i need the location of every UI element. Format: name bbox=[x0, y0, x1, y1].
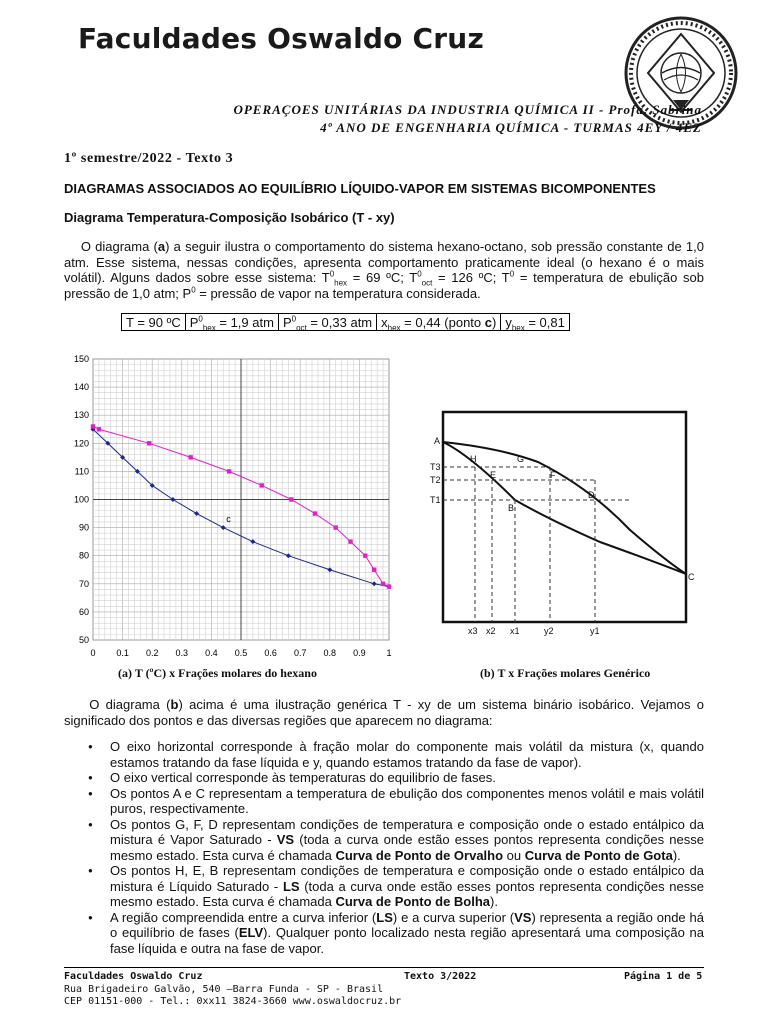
footer-page-number: Página 1 de 5 bbox=[624, 971, 703, 982]
y-tick-label: 50 bbox=[78, 635, 89, 645]
y-tick-label: 110 bbox=[74, 466, 89, 477]
x-axis-label: x1 bbox=[510, 626, 520, 636]
x-tick-label: 1 bbox=[386, 648, 392, 658]
dew-point-curve bbox=[443, 442, 686, 574]
y-tick-label: 60 bbox=[78, 606, 89, 617]
data-point bbox=[313, 511, 317, 515]
x-axis-label: x3 bbox=[468, 626, 478, 636]
data-point bbox=[334, 525, 338, 529]
table-cell: $P^0_{oct} = 0,33$ atm bbox=[278, 314, 376, 331]
table-cell: $y_{hex} = 0,81$ bbox=[501, 314, 570, 331]
footer-text-ref: Texto 3/2022 bbox=[404, 971, 477, 982]
y-axis-label: T2 bbox=[430, 475, 441, 485]
course-title-line: OPERAÇOES UNITÁRIAS DA INDUSTRIA QUÍMICA II - Profa. Sabrina bbox=[233, 102, 702, 117]
semester-label: 1º semestre/2022 - Texto 3 bbox=[64, 151, 234, 166]
point-label: B bbox=[508, 503, 515, 513]
x-axis-label: x2 bbox=[486, 626, 496, 636]
list-item: ● O eixo vertical corresponde às temperaturas do equilibrio de fases. bbox=[88, 770, 704, 786]
generic-txy-diagram bbox=[420, 410, 710, 640]
y-tick-label: 140 bbox=[73, 382, 89, 393]
footer-institution: Faculdades Oswaldo Cruz bbox=[64, 971, 203, 982]
x-tick-label: 0.2 bbox=[145, 648, 159, 658]
x-tick-label: 0.6 bbox=[264, 648, 277, 658]
diagram-explanation-list bbox=[88, 739, 704, 956]
x-tick-label: 0.5 bbox=[234, 648, 248, 658]
course-class-line: 4º ANO DE ENGENHARIA QUÍMICA - TURMAS 4EY / 4EZ bbox=[320, 120, 702, 135]
hexane-octane-txy-chart bbox=[60, 350, 400, 665]
table-cell: T = 90 ºC bbox=[122, 314, 186, 331]
footer-contact: CEP 01151-000 - Tel.: 0xx11 3824-3660 www.oswaldocruz.br bbox=[64, 996, 402, 1007]
y-tick-label: 120 bbox=[73, 438, 89, 449]
list-item: ● Os pontos A e C representam a temperatura de ebulição dos componentes menos volátil e mais volátil puros, respectivamente. bbox=[88, 786, 704, 817]
data-point bbox=[91, 424, 95, 428]
x-axis-label: y1 bbox=[590, 626, 600, 636]
y-tick-label: 80 bbox=[78, 550, 89, 561]
point-label: D bbox=[588, 490, 595, 500]
chart-a-caption: (a) T (ºC) x Frações molares do hexano bbox=[118, 666, 317, 680]
table-row bbox=[122, 314, 570, 331]
document-title: DIAGRAMAS ASSOCIADOS AO EQUILÍBRIO LÍQUIDO-VAPOR EM SISTEMAS BICOMPONENTES bbox=[64, 181, 656, 196]
data-point bbox=[147, 441, 151, 445]
section-title: Diagrama Temperatura-Composição Isobárico (T - xy) bbox=[64, 210, 395, 225]
bubble-point-curve bbox=[443, 442, 686, 574]
system-data-table bbox=[121, 313, 570, 331]
point-label: E bbox=[490, 470, 497, 480]
y-tick-label: 70 bbox=[78, 578, 89, 589]
point-label: A bbox=[434, 436, 441, 446]
x-tick-label: 0.1 bbox=[116, 648, 129, 658]
plot-frame bbox=[443, 412, 686, 622]
x-tick-label: 0.9 bbox=[353, 648, 366, 658]
data-point bbox=[381, 582, 385, 586]
data-point bbox=[260, 483, 264, 487]
data-point bbox=[363, 554, 367, 558]
footer-divider bbox=[64, 967, 704, 968]
point-label: G bbox=[517, 454, 525, 464]
list-item: ● A região compreendida entre a curva inferior (LS) e a curva superior (VS) representa a região onde há o equilíbrio de fases (ELV). Qualquer ponto localizado nesta região apresentará uma composição na fase líquida e outra na fase de vapor. bbox=[88, 910, 704, 957]
x-tick-label: 0 bbox=[90, 648, 96, 658]
footer-address: Rua Brigadeiro Galvão, 540 –Barra Funda - SP - Brasil bbox=[64, 984, 384, 995]
x-tick-label: 0.8 bbox=[323, 648, 337, 658]
y-tick-label: 150 bbox=[73, 354, 89, 364]
data-point bbox=[348, 539, 352, 543]
x-axis-label: y2 bbox=[544, 626, 554, 636]
y-tick-label: 90 bbox=[78, 522, 89, 533]
x-tick-label: 0.4 bbox=[205, 648, 218, 658]
x-tick-label: 0.7 bbox=[293, 648, 307, 658]
x-tick-label: 0.3 bbox=[175, 648, 189, 658]
data-point bbox=[372, 568, 376, 572]
data-point bbox=[188, 455, 192, 459]
table-cell: $x_{hex} = 0,44$ (ponto c) bbox=[377, 314, 501, 331]
point-label: C bbox=[688, 572, 695, 582]
intro-paragraph: O diagrama (a) a seguir ilustra o comportamento do sistema hexano-octano, sob pressão constante de 1,0 atm. Esse sistema, nessas condições, apresenta comportamento praticamente ideal (o hexano é o mais volátil). Alguns dados sobre esse sistema: $T^0_{hex} = 69$ ºC; $T^0_{oct} = 126$ ºC; $T^0$ = temperatura de ebulição sob pressão de 1,0 atm; $P^0$ = pressão de vapor na temperatura considerada. bbox=[64, 239, 705, 301]
chart-b-caption: (b) T x Frações molares Genérico bbox=[480, 666, 651, 680]
point-label: H bbox=[470, 454, 477, 464]
y-tick-label: 130 bbox=[73, 410, 89, 421]
list-item: ● Os pontos G, F, D representam condições de temperatura e composição onde o estado entálpico da mistura é Vapor Saturado - VS (toda a curva onde estão esses pontos representa condições nesse mesmo estado. Esta curva é chamada Curva de Ponto de Orvalho ou Curva de Ponto de Gota). bbox=[88, 817, 704, 864]
data-point bbox=[227, 469, 231, 473]
list-item: ● Os pontos H, E, B representam condições de temperatura e composição onde o estado entálpico da mistura é Líquido Saturado - LS (toda a curva onde estão esses pontos representa condições nesse mesmo estado. Esta curva é chamada Curva de Ponto de Bolha). bbox=[88, 863, 704, 910]
data-point bbox=[387, 584, 391, 588]
data-point bbox=[97, 427, 101, 431]
list-item: ● O eixo horizontal corresponde à fração molar do componente mais volátil da mistura (x, quando estamos tratando da fase líquida e y, quando estamos tratando da fase de vapor). bbox=[88, 739, 704, 770]
y-axis-label: T3 bbox=[430, 462, 441, 472]
institution-logo-text: Faculdades Oswaldo Cruz bbox=[78, 22, 484, 55]
y-axis-label: T1 bbox=[430, 495, 441, 505]
point-label: F bbox=[550, 470, 556, 480]
y-tick-label: 100 bbox=[73, 494, 89, 505]
data-point bbox=[289, 497, 293, 501]
diagram-b-paragraph: O diagrama (b) acima é uma ilustração genérica T - xy de um sistema binário isobárico. Vejamos o significado dos pontos e das diversas regiões que aparecem no diagrama: bbox=[64, 697, 704, 728]
table-cell: $P^0_{hex} = 1,9$ atm bbox=[185, 314, 278, 331]
point-c-annotation: c bbox=[226, 513, 231, 524]
